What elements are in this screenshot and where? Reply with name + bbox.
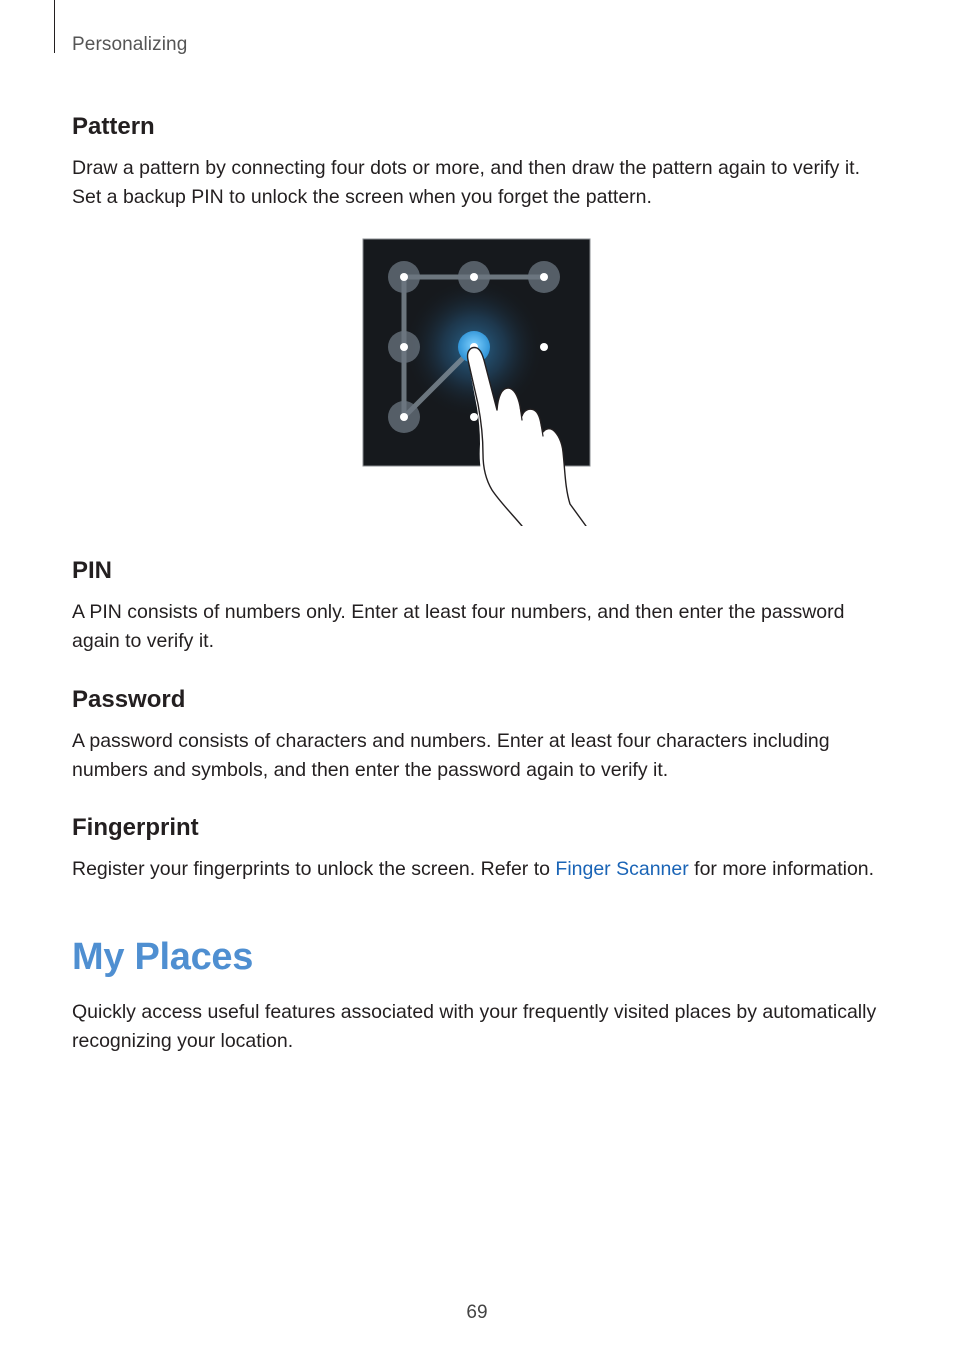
my-places-description [72, 998, 892, 1056]
finger-scanner-link[interactable]: Finger Scanner [555, 858, 689, 880]
pin-description [72, 598, 892, 656]
margin-rule [54, 0, 55, 53]
pattern-heading: Pattern [72, 113, 155, 140]
pattern-lock-illustration [362, 238, 592, 526]
pattern-description-line-1: Draw a pattern by connecting four dots or more, and then draw the pattern again to verify it. [72, 157, 861, 179]
password-description [72, 727, 892, 785]
fingerprint-heading: Fingerprint [72, 814, 199, 841]
dot-4 [400, 343, 408, 351]
fingerprint-description [72, 855, 892, 884]
my-places-description-line-1: Quickly access useful features associated with your frequently visited places by automatically [72, 1001, 877, 1023]
my-places-description-line-2: recognizing your location. [72, 1030, 294, 1052]
pattern-description-line-2: Set a backup PIN to unlock the screen when you forget the pattern. [72, 186, 652, 208]
dot-6 [540, 343, 548, 351]
password-heading: Password [72, 686, 186, 713]
running-header: Personalizing [72, 34, 188, 55]
pin-description-line-1: A PIN consists of numbers only. Enter at least four numbers, and then enter the password [72, 601, 845, 623]
dot-2 [470, 273, 478, 281]
dot-1 [400, 273, 408, 281]
dot-7 [400, 413, 408, 421]
fingerprint-description-tail: for more information. [688, 858, 875, 880]
pin-description-line-2: again to verify it. [72, 630, 214, 652]
fingerprint-description-text: Register your fingerprints to unlock the screen. Refer to [72, 858, 556, 880]
password-description-line-1: A password consists of characters and numbers. Enter at least four characters including [72, 730, 830, 752]
dot-3 [540, 273, 548, 281]
password-description-line-2: numbers and symbols, and then enter the password again to verify it. [72, 759, 669, 781]
my-places-title: My Places [72, 936, 254, 978]
dot-8 [470, 413, 478, 421]
pattern-description [72, 154, 892, 212]
page-number: 69 [466, 1302, 488, 1323]
pin-heading: PIN [72, 557, 113, 584]
